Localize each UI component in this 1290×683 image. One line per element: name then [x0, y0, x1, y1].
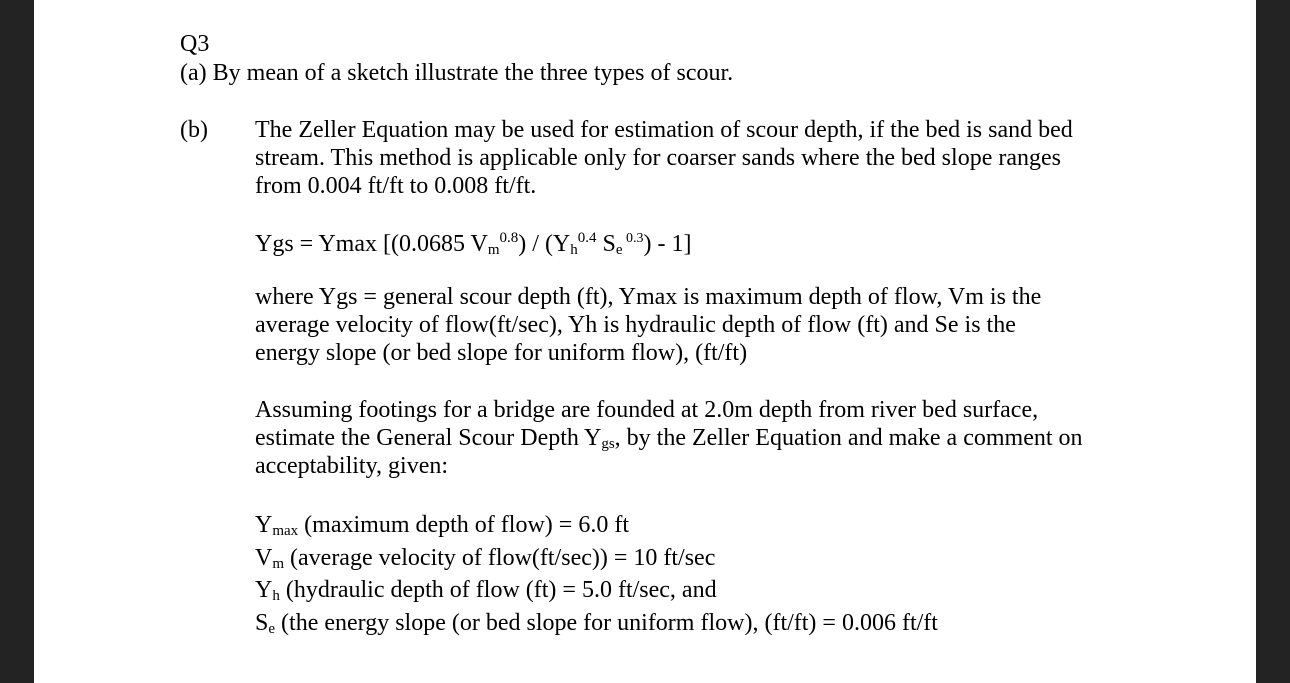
given-subscript: h — [272, 588, 280, 604]
task-line-start: estimate the General Scour Depth Y — [255, 425, 602, 451]
task-line-end: , by the Zeller Equation and make a comment on — [614, 425, 1083, 451]
given-values — [255, 509, 1135, 639]
task-line: acceptability, given: — [255, 453, 449, 479]
task-paragraph — [255, 396, 1135, 480]
intro-line: from 0.004 ft/ft to 0.008 ft/ft. — [255, 173, 537, 199]
given-symbol: V — [255, 544, 273, 571]
definition-line: energy slope (or bed slope for uniform flow), (ft/ft) — [255, 340, 748, 366]
given-subscript: e — [268, 620, 276, 637]
part-a-text: (a) By mean of a sketch illustrate the three types of scour. — [180, 60, 734, 86]
given-se — [255, 607, 1135, 640]
given-ymax — [255, 509, 1135, 542]
definition-line: average velocity of flow(ft/sec), Yh is hydraulic depth of flow (ft) and Se is the — [255, 312, 1016, 338]
vm-subscript: m — [487, 242, 500, 258]
intro-paragraph — [255, 116, 1135, 200]
given-symbol: Y — [255, 577, 273, 603]
equation-lhs: Ygs = Ymax [(0.0685 V — [255, 231, 488, 257]
definition-line: where Ygs = general scour depth (ft), Ymax is maximum depth of flow, Vm is the — [255, 284, 1042, 310]
se-subscript: e — [615, 242, 623, 258]
task-line: Assuming footings for a bridge are founded at 2.0m depth from river bed surface, — [255, 397, 1039, 423]
intro-line: The Zeller Equation may be used for estimation of scour depth, if the bed is sand bed — [255, 117, 1073, 143]
part-b-label: (b) — [180, 117, 208, 143]
equation-mid: ) / (Y — [518, 231, 571, 257]
given-yh — [255, 574, 1135, 607]
given-text: (maximum depth of flow) = 6.0 ft — [298, 512, 629, 538]
equation-se: S — [596, 231, 616, 257]
given-symbol: S — [255, 609, 269, 636]
given-vm — [255, 542, 1135, 575]
given-symbol: Y — [255, 512, 273, 538]
given-text: (average velocity of flow(ft/sec)) = 10 ft/sec — [284, 544, 716, 571]
vm-exponent: 0.8 — [499, 230, 519, 246]
question-number: Q3 — [180, 31, 210, 57]
ygs-subscript: gs — [601, 436, 615, 452]
definitions-paragraph — [255, 283, 1135, 367]
yh-exponent: 0.4 — [577, 230, 597, 246]
given-text: (the energy slope (or bed slope for uniform flow), (ft/ft) = 0.006 ft/ft — [275, 609, 938, 636]
given-subscript: m — [272, 555, 285, 572]
zeller-equation — [255, 230, 1135, 258]
intro-line: stream. This method is applicable only for coarser sands where the bed slope ranges — [255, 145, 1061, 171]
yh-subscript: h — [570, 242, 578, 258]
given-text: (hydraulic depth of flow (ft) = 5.0 ft/sec, and — [279, 577, 717, 603]
equation-end: ) - 1] — [643, 231, 692, 257]
document-page — [34, 0, 1256, 683]
se-exponent: 0.3 — [622, 231, 644, 246]
given-subscript: max — [272, 523, 299, 539]
